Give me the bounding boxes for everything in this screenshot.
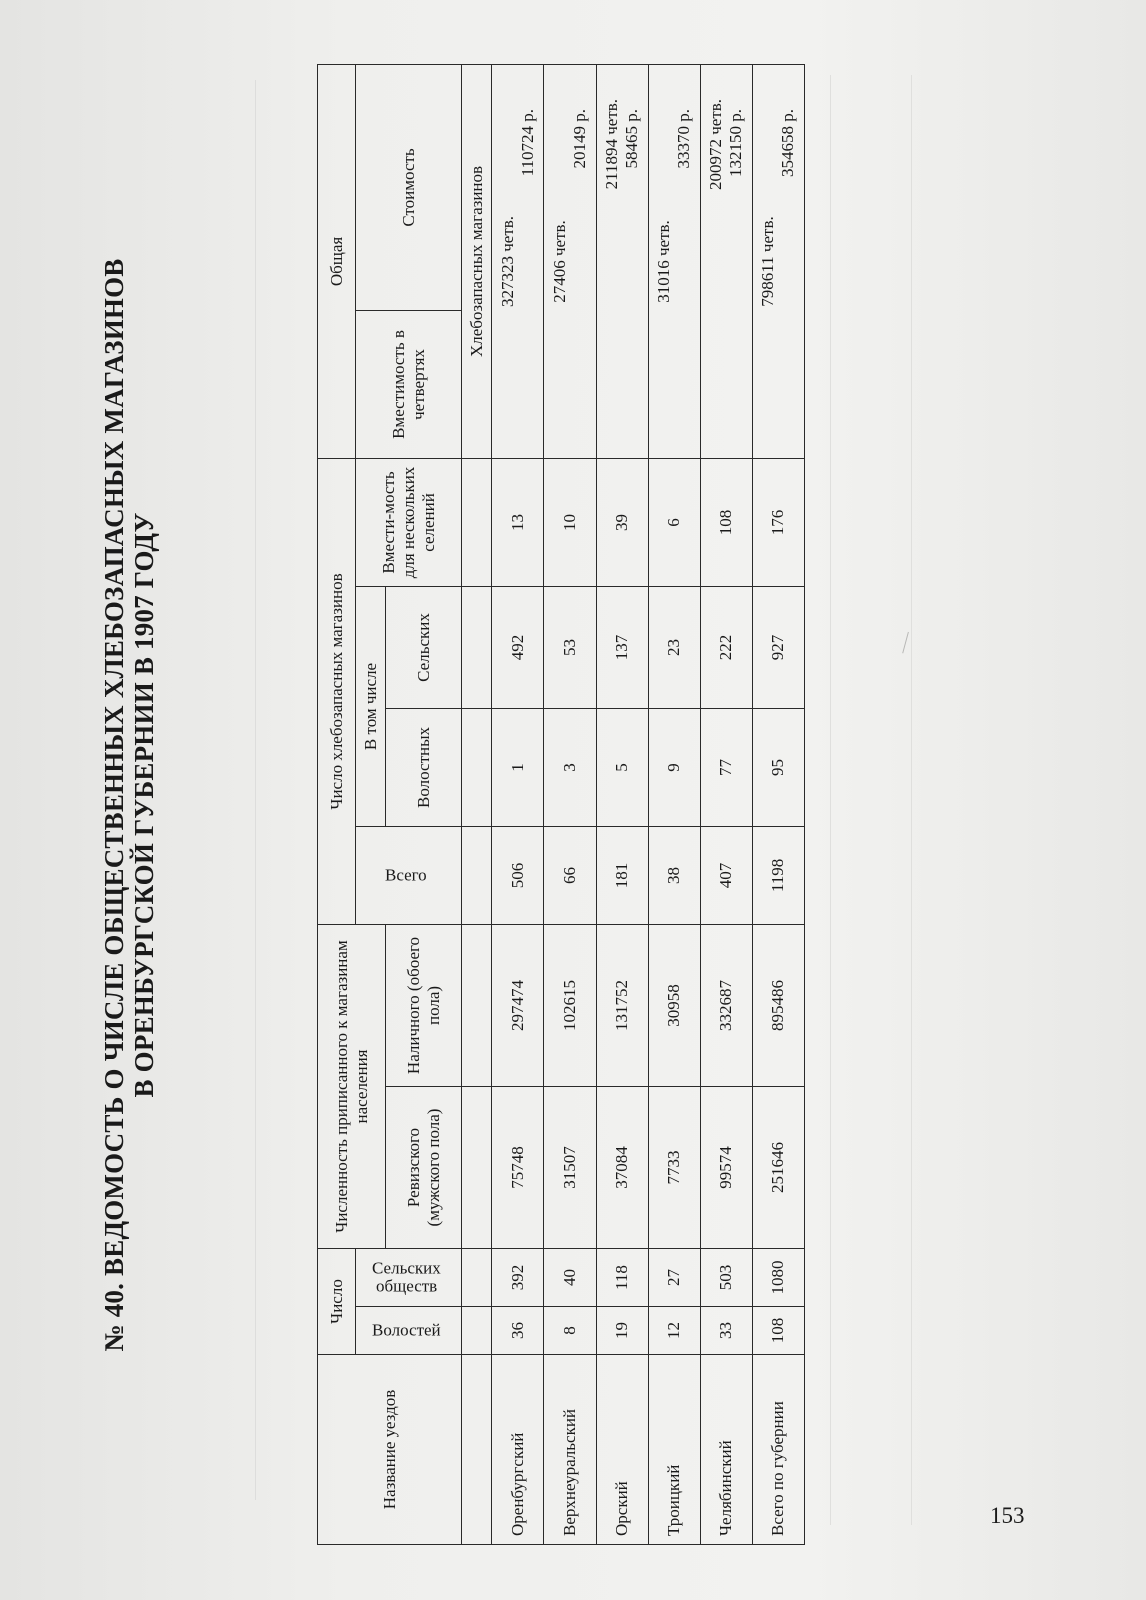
header-empty-3 (462, 1249, 492, 1307)
header-empty-7 (462, 708, 492, 826)
header-cost: Стоимость (356, 64, 462, 310)
capacity-value: 798611 четв. (758, 216, 778, 307)
volosts-value: 108 (752, 1307, 804, 1355)
header-number-of: Число (318, 1249, 356, 1355)
page-number: 153 (990, 1503, 1025, 1528)
header-volosts-cell (356, 1307, 462, 1355)
rural-stores-value: 492 (492, 586, 544, 708)
bleed-through-shadow (830, 75, 912, 1525)
header-volost-stores: Волостных (386, 708, 462, 826)
volost-stores-value: 77 (700, 708, 752, 826)
total-value: 181 (596, 826, 648, 924)
header-rural-stores: Сельских (386, 586, 462, 708)
header-stores-count: Число хлебозапасных магазинов (318, 458, 356, 924)
capacity-cost-cell (648, 64, 700, 458)
communities-value: 118 (596, 1249, 648, 1307)
communities-value: 27 (648, 1249, 700, 1307)
present-value: 131752 (596, 924, 648, 1086)
header-empty-5 (462, 924, 492, 1086)
header-empty-4 (462, 1087, 492, 1249)
volost-stores-value: 3 (544, 708, 596, 826)
table-row (700, 64, 752, 1544)
multi-value: 108 (700, 458, 752, 586)
revision-value: 31507 (544, 1087, 596, 1249)
rural-stores-value: 222 (700, 586, 752, 708)
rural-stores-value: 53 (544, 586, 596, 708)
document-title (99, 65, 163, 1545)
revision-value: 251646 (752, 1087, 804, 1249)
stores-table (317, 64, 805, 1545)
capacity-value: 31016 четв. (654, 220, 674, 303)
total-value: 66 (544, 826, 596, 924)
header-empty-1 (462, 1355, 492, 1545)
communities-value: 40 (544, 1249, 596, 1307)
cost-value: 20149 р. (569, 108, 589, 169)
header-rural-communities: Сельских обществ (371, 1258, 441, 1296)
table-row (648, 64, 700, 1544)
header-empty-2 (462, 1307, 492, 1355)
present-value: 297474 (492, 924, 544, 1086)
header-population: Численность приписанного к магазинам населения (318, 924, 386, 1248)
capacity-cost-cell (544, 64, 596, 458)
header-including: В том числе (356, 586, 386, 826)
capacity-value: 27406 четв. (549, 220, 569, 303)
rotated-page-content (95, 65, 815, 1545)
total-value: 38 (648, 826, 700, 924)
cost-value: 58465 р. (622, 108, 642, 169)
volost-stores-value: 1 (492, 708, 544, 826)
title-line-1: № 40. ВЕДОМОСТЬ О ЧИСЛЕ ОБЩЕСТВЕННЫХ ХЛЕБОЗАПАСНЫХ МАГАЗИНОВ (99, 258, 129, 1352)
multi-value: 13 (492, 458, 544, 586)
header-empty-6 (462, 826, 492, 924)
multi-value: 176 (752, 458, 804, 586)
communities-value: 503 (700, 1249, 752, 1307)
table-row (544, 64, 596, 1544)
present-value: 895486 (752, 924, 804, 1086)
district-name: Троицкий (648, 1355, 700, 1545)
volosts-value: 8 (544, 1307, 596, 1355)
capacity-cost-cell (596, 64, 648, 458)
rural-stores-value: 137 (596, 586, 648, 708)
revision-value: 7733 (648, 1087, 700, 1249)
table-row (596, 64, 648, 1544)
header-multi-village: Вмести-мость для нескольких селений (356, 458, 462, 586)
header-total: Всего (385, 865, 428, 885)
footer-label: Хлебозапасных магазинов (462, 64, 492, 458)
rural-stores-value: 23 (648, 586, 700, 708)
header-empty-9 (462, 458, 492, 586)
rural-stores-value: 927 (752, 586, 804, 708)
table-row (492, 64, 544, 1544)
cost-value: 110724 р. (517, 108, 537, 177)
communities-value: 1080 (752, 1249, 804, 1307)
present-value: 332687 (700, 924, 752, 1086)
table-row-total (752, 64, 804, 1544)
volosts-value: 12 (648, 1307, 700, 1355)
district-name: Оренбургский (492, 1355, 544, 1545)
total-value: 506 (492, 826, 544, 924)
district-name: Орский (596, 1355, 648, 1545)
volost-stores-value: 95 (752, 708, 804, 826)
cost-value: 132150 р. (726, 108, 746, 177)
volosts-value: 33 (700, 1307, 752, 1355)
present-value: 102615 (544, 924, 596, 1086)
district-name: Челябинский (700, 1355, 752, 1545)
total-value: 1198 (752, 826, 804, 924)
communities-value: 392 (492, 1249, 544, 1307)
volost-stores-value: 5 (596, 708, 648, 826)
multi-value: 39 (596, 458, 648, 586)
header-empty-8 (462, 586, 492, 708)
volosts-value: 36 (492, 1307, 544, 1355)
cost-value: 354658 р. (778, 108, 798, 177)
capacity-value: 211894 четв. (602, 98, 622, 190)
header-district-name: Название уездов (318, 1355, 462, 1545)
capacity-value: 327323 четв. (497, 215, 517, 308)
title-line-2: В ОРЕНБУРГСКОЙ ГУБЕРНИИ В 1907 ГОДУ (129, 512, 159, 1098)
capacity-value: 200972 четв. (706, 98, 726, 191)
volost-stores-value: 9 (648, 708, 700, 826)
header-revision: Ревизского (мужского пола) (386, 1087, 462, 1249)
capacity-cost-cell (700, 64, 752, 458)
revision-value: 37084 (596, 1087, 648, 1249)
revision-value: 99574 (700, 1087, 752, 1249)
cost-value: 33370 р. (674, 108, 694, 169)
total-value: 407 (700, 826, 752, 924)
district-name: Всего по губернии (752, 1355, 804, 1545)
district-name: Верхнеуральский (544, 1355, 596, 1545)
capacity-cost-cell (492, 64, 544, 458)
header-total-cell (356, 826, 462, 924)
revision-value: 75748 (492, 1087, 544, 1249)
present-value: 30958 (648, 924, 700, 1086)
multi-value: 6 (648, 458, 700, 586)
header-volosts: Волостей (371, 1320, 441, 1340)
header-present: Наличного (обоего пола) (386, 924, 462, 1086)
volosts-value: 19 (596, 1307, 648, 1355)
header-capacity: Вместимость в четвертях (356, 310, 462, 458)
header-communities-cell (356, 1249, 462, 1307)
header-common: Общая (318, 64, 356, 458)
capacity-cost-cell (752, 64, 804, 458)
multi-value: 10 (544, 458, 596, 586)
